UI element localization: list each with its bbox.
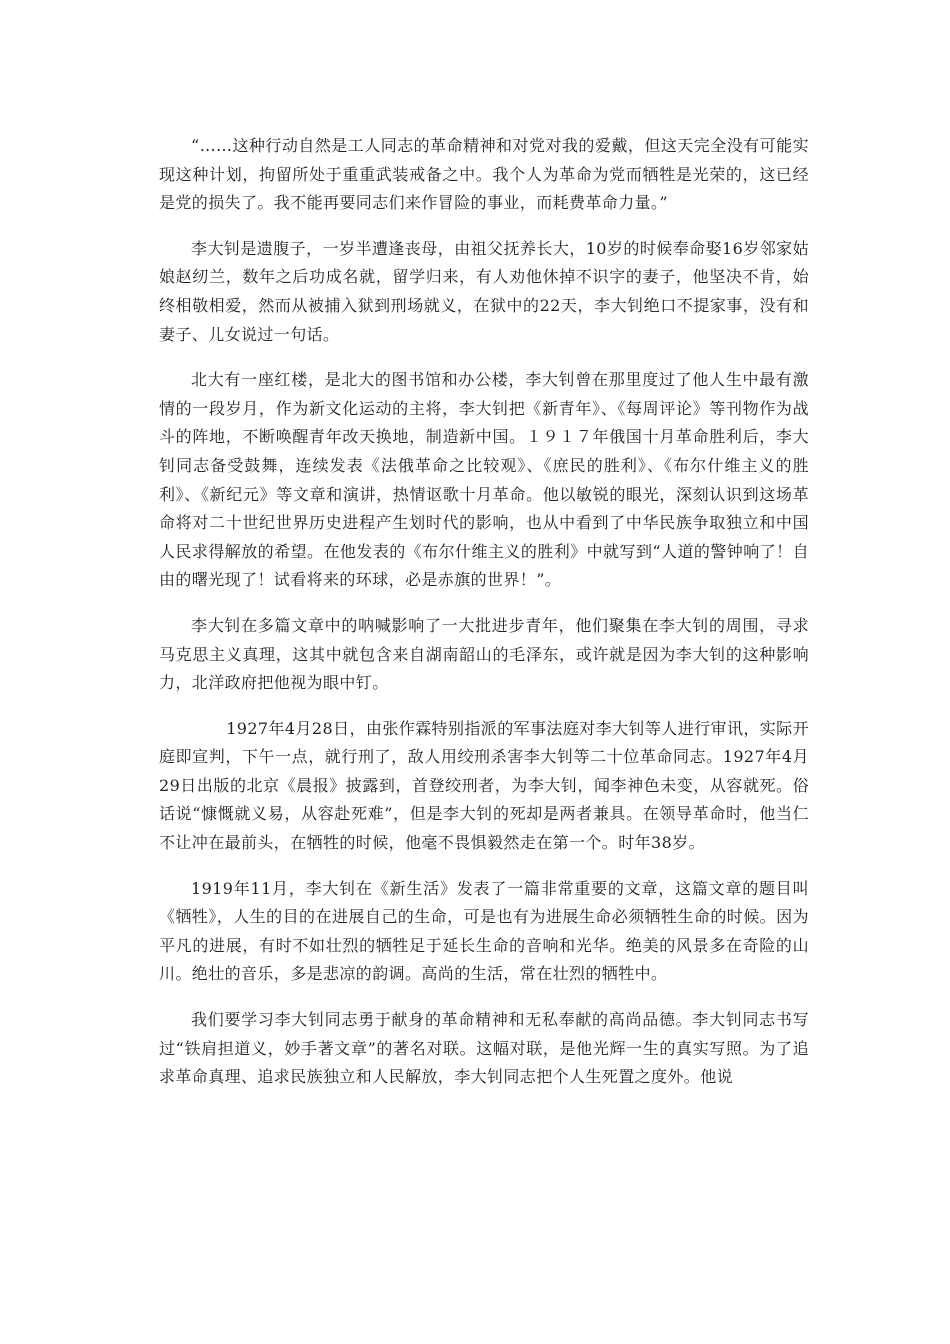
paragraph-4: 李大钊在多篇文章中的呐喊影响了一大批进步青年，他们聚集在李大钊的周围，寻求马克思主义真理，这其中就包含来自湖南韶山的毛泽东，或许就是因为李大钊的这种影响力，北洋政府把他视为眼中钉。: [159, 615, 809, 693]
paragraph-6: 1919年11月，李大钊在《新生活》发表了一篇非常重要的文章，这篇文章的题目叫《牺牲》，人生的目的在进展自己的生命，可是也有为进展生命必须牺牲生命的时候。因为平凡的进展，有时不如壮烈的牺牲足于延长生命的音响和光华。绝美的风景多在奇险的山川。绝壮的音乐，多是悲凉的韵调。高尚的生活，常在壮烈的牺牲中。: [159, 878, 809, 984]
paragraph-5: 1927年4月28日，由张作霖特别指派的军事法庭对李大钊等人进行审讯，实际开庭即宣判，下午一点，就行刑了，敌人用绞刑杀害李大钊等二十位革命同志。1927年4月29日出版的北京《晨报》披露到，首登绞刑者，为李大钊，闻李神色未变，从容就死。俗话说“慷慨就义易，从容赴死难”，但是李大钊的死却是两者兼具。在领导革命时，他当仁不让冲在最前头，在牺牲的时候，他毫不畏惧毅然走在第一个。时年38岁。: [159, 718, 809, 853]
paragraph-7: 我们要学习李大钊同志勇于献身的革命精神和无私奉献的高尚品德。李大钊同志书写过“铁肩担道义，妙手著文章”的著名对联。这幅对联，是他光辉一生的真实写照。为了追求革命真理、追求民族独立和人民解放，李大钊同志把个人生死置之度外。他说: [159, 1010, 809, 1087]
paragraph-3: 北大有一座红楼，是北大的图书馆和办公楼，李大钊曾在那里度过了他人生中最有激情的一段岁月，作为新文化运动的主将，李大钊把《新青年》、《每周评论》等刊物作为战斗的阵地，不断唤醒青年改天换地，制造新中国。１９１７年俄国十月革命胜利后，李大钊同志备受鼓舞，连续发表《法俄革命之比较观》、《庶民的胜利》、《布尔什维主义的胜利》、《新纪元》等文章和演讲，热情讴歌十月革命。他以敏锐的眼光，深刻认识到这场革命将对二十世纪世界历史进程产生划时代的影响，也从中看到了中华民族争取独立和中国人民求得解放的希望。在他发表的《布尔什维主义的胜利》中就写到“人道的警钟响了！自由的曙光现了！试看将来的环球，必是赤旗的世界！”。: [159, 370, 809, 590]
paragraph-2: 李大钊是遗腹子，一岁半遭逢丧母，由祖父抚养长大，10岁的时候奉命娶16岁邻家姑娘赵纫兰，数年之后功成名就，留学归来，有人劝他休掉不识字的妻子，他坚决不肯，始终相敬相爱，然而从被捕入狱到刑场就义，在狱中的22天，李大钊绝口不提家事，没有和妻子、儿女说过一句话。: [159, 238, 809, 344]
document-body: [159, 132, 809, 1092]
paragraph-1: “……这种行动自然是工人同志的革命精神和对党对我的爱戴，但这天完全没有可能实现这种计划，拘留所处于重重武装戒备之中。我个人为革命为党而牺牲是光荣的，这已经是党的损失了。我不能再要同志们来作冒险的事业，而耗费革命力量。”: [159, 136, 809, 213]
